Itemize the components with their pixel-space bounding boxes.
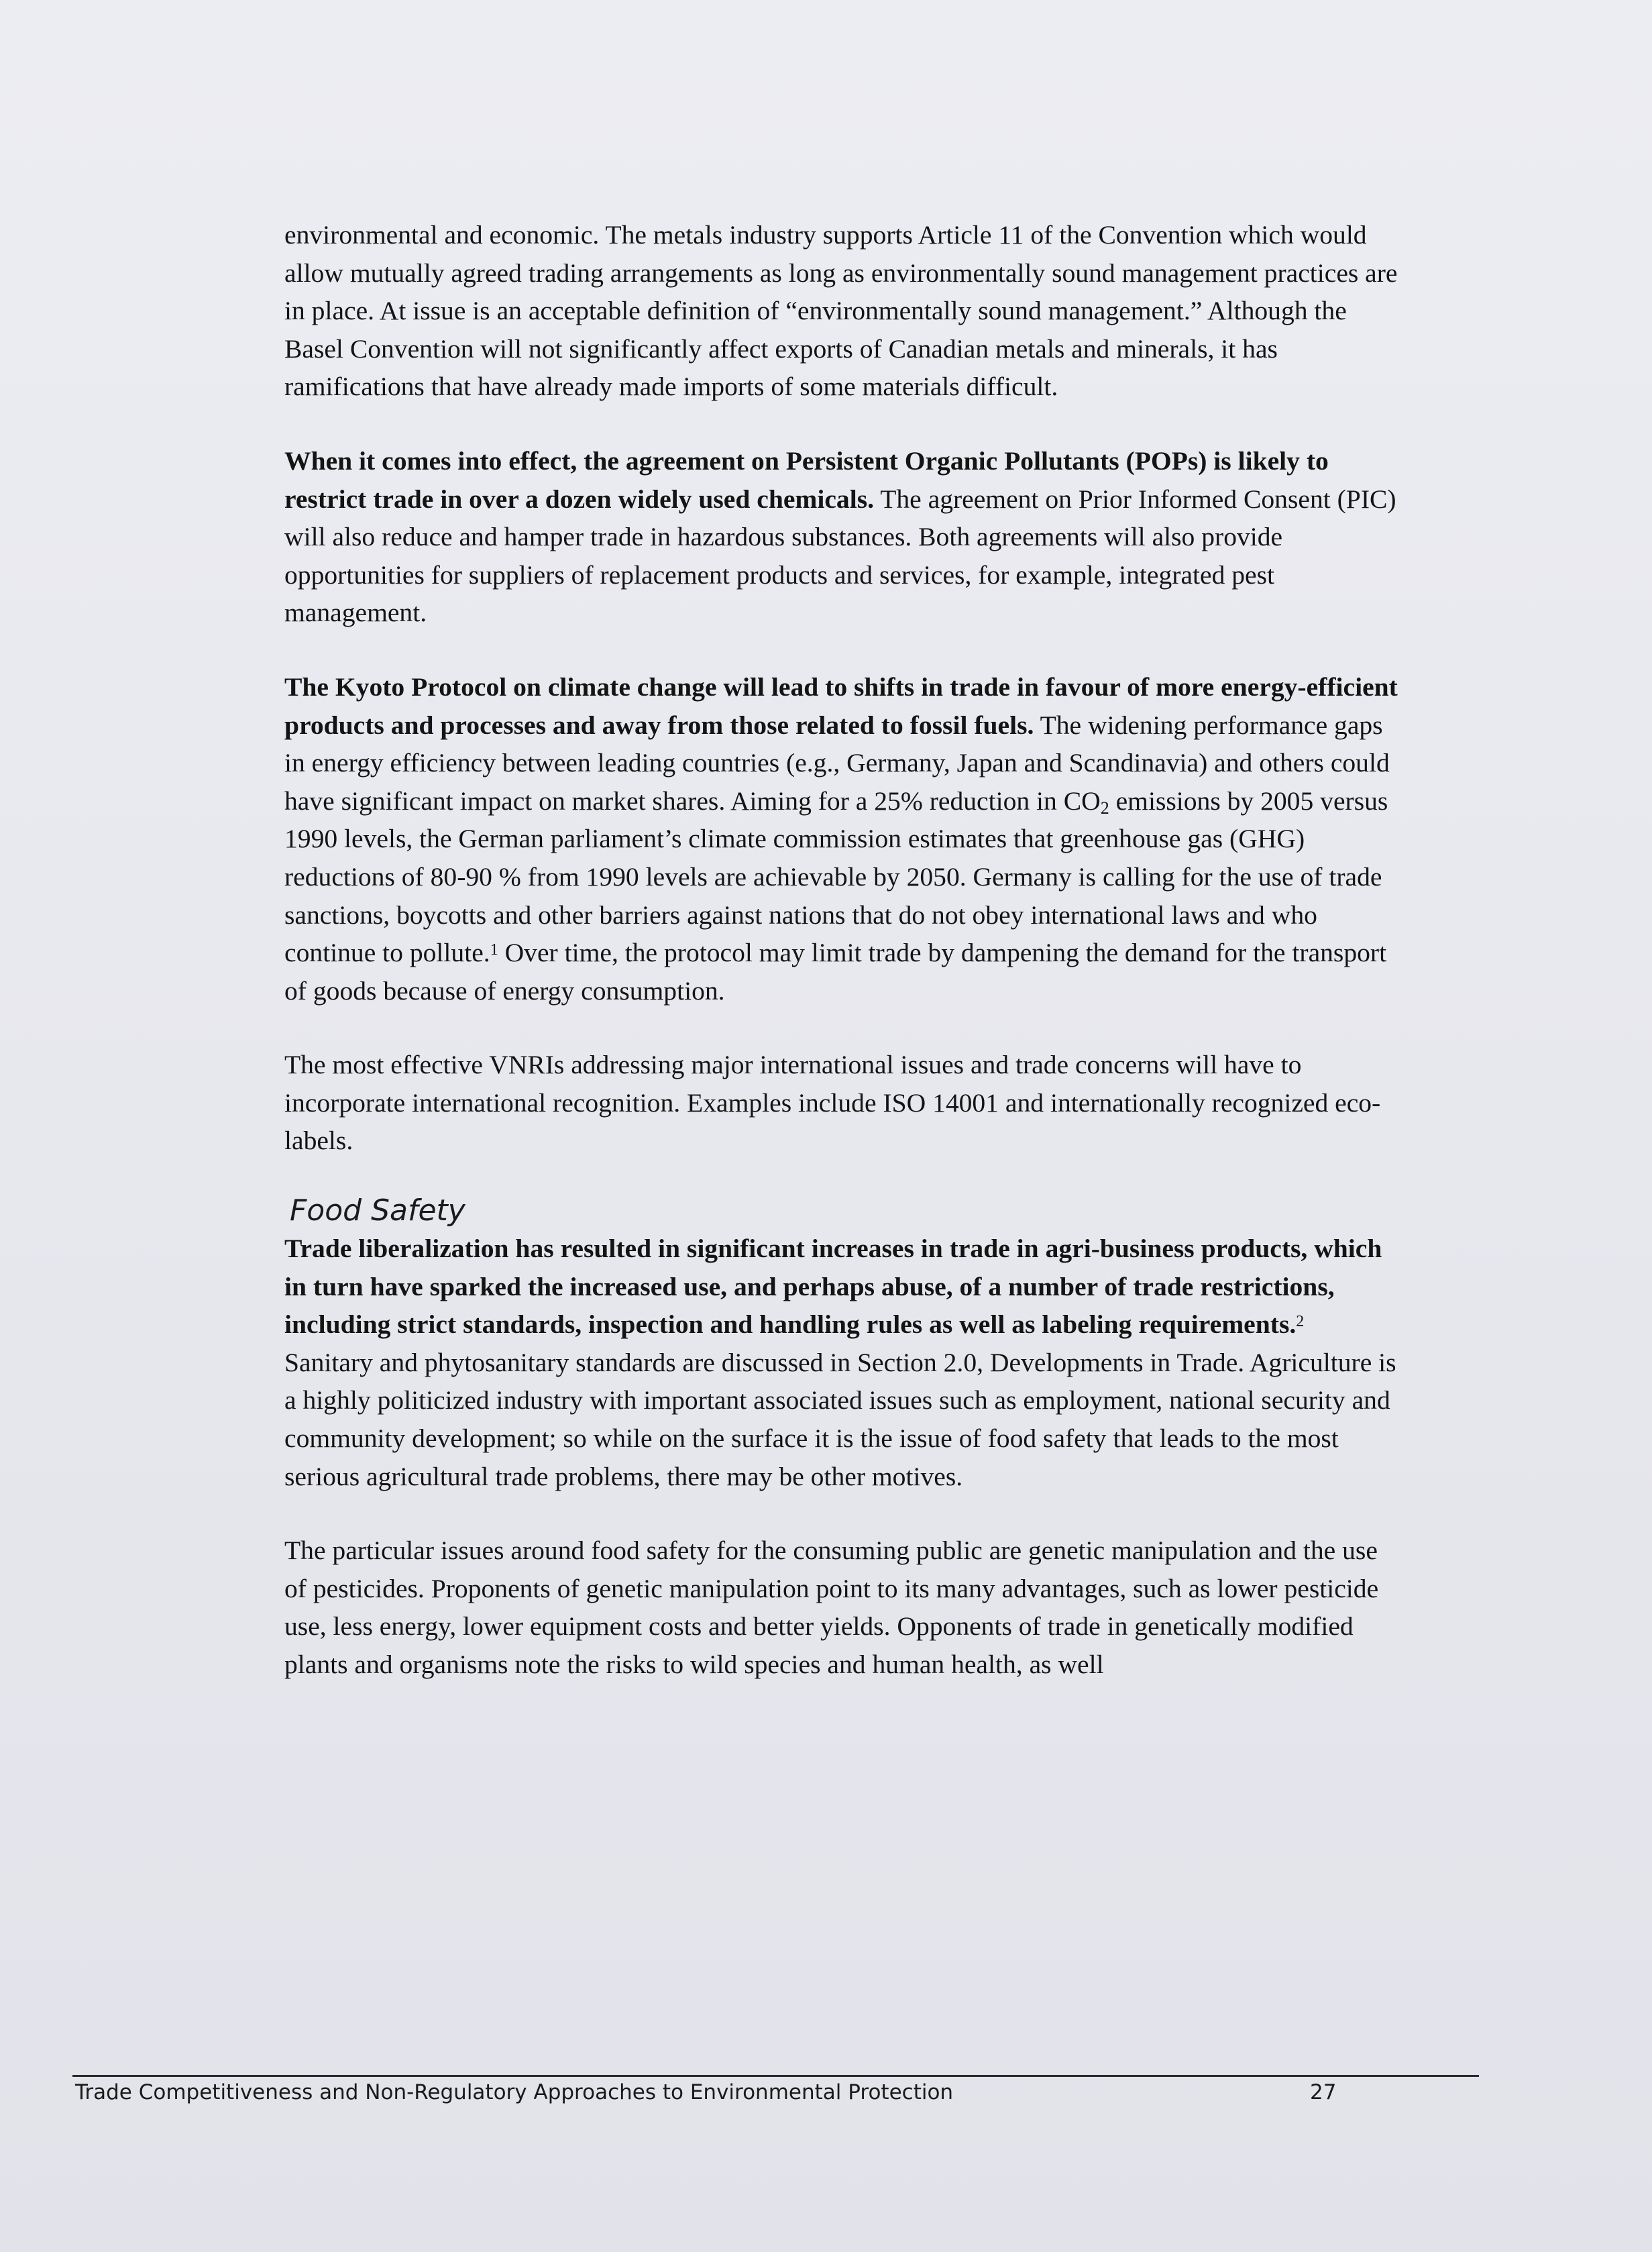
paragraph-lead-bold: The Kyoto Protocol on climate change will lead to shifts in trade in favour of more energy-efficient products and processes and away from those related to fossil fuels. [284,672,1398,740]
paragraph-text: The agreement on Prior Informed Consent (PIC) will also reduce and hamper trade in hazardous substances. Both agreements will also provide opportunities for suppliers of replacement products and services, for example, integrated pest management. [284,484,1396,628]
paragraph-text: The widening performance gaps in energy efficiency between leading countries (e.g., Germany, Japan and Scandinavia) and others could have significant impact on market shares. Aiming for a 25% reduction in CO [284,710,1390,816]
paragraph-lead-bold: When it comes into effect, the agreement on Persistent Organic Pollutants (POPs) is likely to restrict trade in over a dozen widely used chemicals. [284,445,1329,514]
paragraph-text: emissions by 2005 versus 1990 levels, the German parliament’s climate commission estimates that greenhouse gas (GHG) reductions of 80-90 % from 1990 levels are achievable by 2050. Germany is calling for the use of trade sanctions, boycotts and other barriers against nations that do not obey international laws and who continue to pollute. [284,786,1388,968]
paragraph-text: Sanitary and phytosanitary standards are discussed in Section 2.0, Developments in Trade. Agriculture is a highly politicized industry with important associated issues such as employment, national security and community development; so while on the surface it is the issue of food safety that leads to the most serious agricultural trade problems, there may be other motives. [284,1347,1396,1491]
page-number: 27 [1310,2080,1337,2104]
section-heading-food-safety: Food Safety [290,1193,465,1228]
body-text [284,216,1398,1684]
paragraph-lead-bold: Trade liberalization has resulted in significant increases in trade in agri-business products, which in turn have sparked the increased use, and perhaps abuse, of a number of trade restrictions, including strict standards, inspection and handling rules as well as labeling requirements. [284,1234,1382,1340]
paragraph-food-safety [284,1230,1398,1495]
paragraph-text: The particular issues around food safety for the consuming public are genetic manipulation and the use of pesticides. Proponents of genetic manipulation point to its many advantages, such as lower pesticide use, less energy, lower equipment costs and better yields. Opponents of trade in genetically modified plants and organisms note the risks to wild species and human health, as well [284,1536,1379,1679]
paragraph-text: Over time, the protocol may limit trade by dampening the demand for the transport of goods because of energy consumption. [284,938,1387,1006]
footnote-marker: 2 [1296,1313,1305,1331]
paragraph-pops [284,442,1398,632]
paragraph-vnri [284,1046,1398,1160]
footnote-marker: 1 [490,941,498,959]
paragraph-genetic-manipulation [284,1532,1398,1683]
paragraph-text: The most effective VNRIs addressing major international issues and trade concerns will have to incorporate international recognition. Examples include ISO 14001 and internationally recognized eco-labels. [284,1050,1381,1156]
footer-title: Trade Competitiveness and Non-Regulatory Approaches to Environmental Protection [75,2080,954,2104]
paragraph-text: environmental and economic. The metals industry supports Article 11 of the Convention which would allow mutually agreed trading arrangements as long as environmentally sound management practices are in place. At issue is an acceptable definition of “environmentally sound management.” Although the Basel Convention will not significantly affect exports of Canadian metals and minerals, it has ramifications that have already made imports of some materials difficult. [284,220,1398,402]
footer-rule [72,2075,1479,2077]
paragraph-basel-continued [284,216,1398,406]
paragraph-kyoto [284,668,1398,1010]
co2-subscript: 2 [1100,798,1109,818]
